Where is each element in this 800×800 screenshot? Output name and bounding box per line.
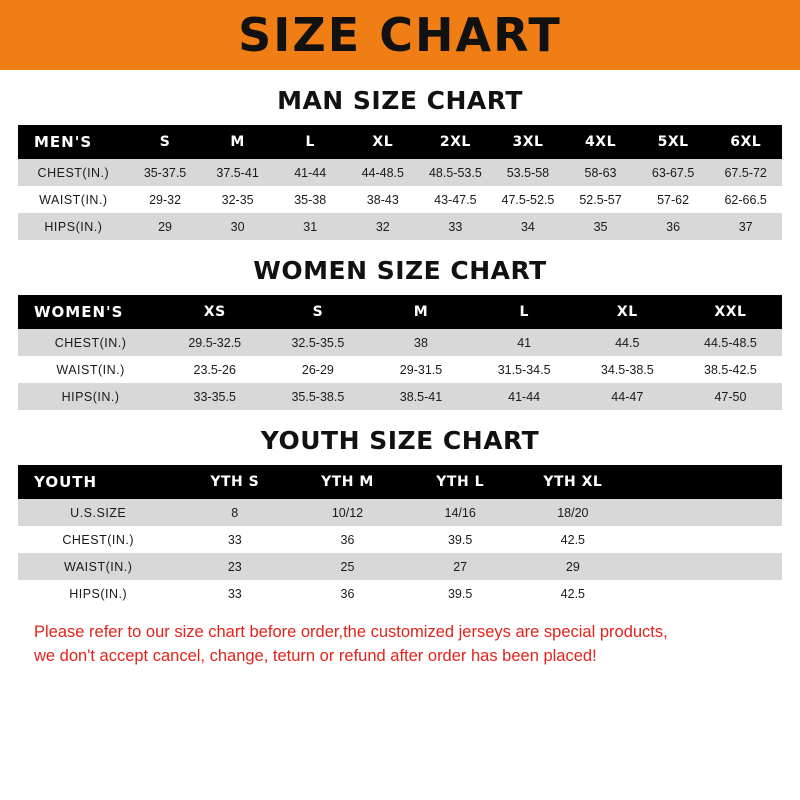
- women-hips-xl: 44-47: [576, 383, 679, 410]
- men-chest-3xl: 53.5-58: [492, 159, 565, 186]
- men-hips-3xl: 34: [492, 213, 565, 240]
- men-waist-xl: 38-43: [347, 186, 420, 213]
- men-chest-5xl: 63-67.5: [637, 159, 710, 186]
- men-hips-6xl: 37: [709, 213, 782, 240]
- table-row: [18, 186, 782, 213]
- men-size-table: [18, 125, 782, 240]
- youth-waist-m: 25: [291, 553, 404, 580]
- table-row: [18, 580, 782, 607]
- men-waist-3xl: 47.5-52.5: [492, 186, 565, 213]
- table-row: [18, 213, 782, 240]
- youth-waist-empty: [629, 553, 782, 580]
- women-chest-m: 38: [369, 329, 472, 356]
- table-row: [18, 329, 782, 356]
- youth-section-title: YOUTH SIZE CHART: [260, 426, 540, 455]
- women-col-s: S: [266, 295, 369, 329]
- youth-chest-empty: [629, 526, 782, 553]
- women-waist-s: 26-29: [266, 356, 369, 383]
- women-waist-xl: 34.5-38.5: [576, 356, 679, 383]
- women-section-title: WOMEN SIZE CHART: [253, 256, 547, 285]
- women-hips-m: 38.5-41: [369, 383, 472, 410]
- youth-col-m: YTH M: [291, 465, 404, 499]
- women-col-l: L: [473, 295, 576, 329]
- youth-hips-empty: [629, 580, 782, 607]
- women-hips-l: 41-44: [473, 383, 576, 410]
- men-waist-l: 35-38: [274, 186, 347, 213]
- men-hips-s: 29: [129, 213, 202, 240]
- men-chest-2xl: 48.5-53.5: [419, 159, 492, 186]
- men-section-title: MAN SIZE CHART: [277, 86, 523, 115]
- youth-waist-s: 23: [178, 553, 291, 580]
- men-waist-m: 32-35: [201, 186, 274, 213]
- youth-chest-s: 33: [178, 526, 291, 553]
- page-title: SIZE CHART: [238, 8, 562, 62]
- women-waist-xxl: 38.5-42.5: [679, 356, 782, 383]
- men-col-4xl: 4XL: [564, 125, 637, 159]
- footer-note: [18, 621, 782, 669]
- women-waist-m: 29-31.5: [369, 356, 472, 383]
- footer-note-line1: Please refer to our size chart before order,the customized jerseys are special products,: [34, 623, 668, 641]
- youth-col-xl: YTH XL: [517, 465, 630, 499]
- youth-waist-xl: 29: [517, 553, 630, 580]
- men-waist-5xl: 57-62: [637, 186, 710, 213]
- youth-hips-s: 33: [178, 580, 291, 607]
- men-col-s: S: [129, 125, 202, 159]
- youth-header-label: YOUTH: [18, 465, 178, 499]
- youth-col-l: YTH L: [404, 465, 517, 499]
- men-header-label: MEN'S: [18, 125, 129, 159]
- table-header-row: [18, 465, 782, 499]
- women-col-xxl: XXL: [679, 295, 782, 329]
- men-waist-6xl: 62-66.5: [709, 186, 782, 213]
- women-chest-s: 32.5-35.5: [266, 329, 369, 356]
- women-hips-xxl: 47-50: [679, 383, 782, 410]
- youth-chest-xl: 42.5: [517, 526, 630, 553]
- youth-row-label-ussize: U.S.SIZE: [18, 499, 178, 526]
- youth-row-label-chest: CHEST(IN.): [18, 526, 178, 553]
- men-hips-2xl: 33: [419, 213, 492, 240]
- youth-ussize-empty: [629, 499, 782, 526]
- men-chest-l: 41-44: [274, 159, 347, 186]
- youth-chest-m: 36: [291, 526, 404, 553]
- table-row: [18, 526, 782, 553]
- chart-content: [0, 86, 800, 669]
- men-hips-4xl: 35: [564, 213, 637, 240]
- men-waist-s: 29-32: [129, 186, 202, 213]
- women-row-label-hips: HIPS(IN.): [18, 383, 163, 410]
- table-row: [18, 159, 782, 186]
- youth-ussize-m: 10/12: [291, 499, 404, 526]
- men-row-label-waist: WAIST(IN.): [18, 186, 129, 213]
- men-col-6xl: 6XL: [709, 125, 782, 159]
- youth-ussize-l: 14/16: [404, 499, 517, 526]
- women-chest-l: 41: [473, 329, 576, 356]
- men-col-3xl: 3XL: [492, 125, 565, 159]
- youth-ussize-xl: 18/20: [517, 499, 630, 526]
- women-waist-xs: 23.5-26: [163, 356, 266, 383]
- women-hips-s: 35.5-38.5: [266, 383, 369, 410]
- youth-row-label-waist: WAIST(IN.): [18, 553, 178, 580]
- men-col-xl: XL: [347, 125, 420, 159]
- table-row: [18, 383, 782, 410]
- footer-note-line2: we don't accept cancel, change, teturn or refund after order has been placed!: [34, 646, 597, 665]
- youth-row-label-hips: HIPS(IN.): [18, 580, 178, 607]
- women-row-label-chest: CHEST(IN.): [18, 329, 163, 356]
- youth-col-empty: [629, 465, 782, 499]
- youth-chest-l: 39.5: [404, 526, 517, 553]
- men-hips-l: 31: [274, 213, 347, 240]
- youth-col-s: YTH S: [178, 465, 291, 499]
- women-col-xl: XL: [576, 295, 679, 329]
- men-col-m: M: [201, 125, 274, 159]
- men-chest-m: 37.5-41: [201, 159, 274, 186]
- youth-waist-l: 27: [404, 553, 517, 580]
- men-col-2xl: 2XL: [419, 125, 492, 159]
- youth-hips-xl: 42.5: [517, 580, 630, 607]
- youth-ussize-s: 8: [178, 499, 291, 526]
- women-hips-xs: 33-35.5: [163, 383, 266, 410]
- men-chest-6xl: 67.5-72: [709, 159, 782, 186]
- table-header-row: [18, 295, 782, 329]
- men-row-label-chest: CHEST(IN.): [18, 159, 129, 186]
- men-chest-4xl: 58-63: [564, 159, 637, 186]
- men-chest-xl: 44-48.5: [347, 159, 420, 186]
- men-waist-2xl: 43-47.5: [419, 186, 492, 213]
- women-col-m: M: [369, 295, 472, 329]
- men-chest-s: 35-37.5: [129, 159, 202, 186]
- header-banner: [0, 0, 800, 70]
- women-header-label: WOMEN'S: [18, 295, 163, 329]
- women-col-xs: XS: [163, 295, 266, 329]
- men-hips-5xl: 36: [637, 213, 710, 240]
- women-chest-xs: 29.5-32.5: [163, 329, 266, 356]
- men-waist-4xl: 52.5-57: [564, 186, 637, 213]
- table-row: [18, 499, 782, 526]
- women-chest-xxl: 44.5-48.5: [679, 329, 782, 356]
- men-row-label-hips: HIPS(IN.): [18, 213, 129, 240]
- men-hips-m: 30: [201, 213, 274, 240]
- youth-size-table: [18, 465, 782, 607]
- men-hips-xl: 32: [347, 213, 420, 240]
- women-chest-xl: 44.5: [576, 329, 679, 356]
- table-header-row: [18, 125, 782, 159]
- men-col-l: L: [274, 125, 347, 159]
- women-size-table: [18, 295, 782, 410]
- youth-hips-m: 36: [291, 580, 404, 607]
- women-waist-l: 31.5-34.5: [473, 356, 576, 383]
- men-col-5xl: 5XL: [637, 125, 710, 159]
- table-row: [18, 553, 782, 580]
- table-row: [18, 356, 782, 383]
- youth-hips-l: 39.5: [404, 580, 517, 607]
- women-row-label-waist: WAIST(IN.): [18, 356, 163, 383]
